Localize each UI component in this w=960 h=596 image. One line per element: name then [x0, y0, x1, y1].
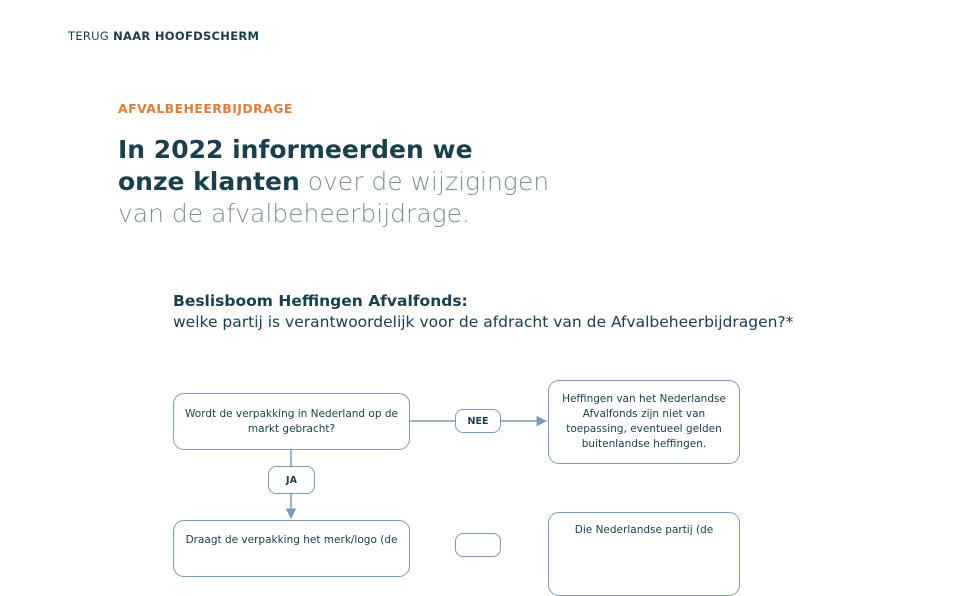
headline-line3: van de afvalbeheerbijdrage.: [118, 199, 470, 228]
result-dutch-party-box: Die Nederlandse partij (de: [548, 512, 740, 596]
question-2-box: Draagt de verpakking het merk/logo (de: [173, 520, 410, 577]
back-link-prefix: TERUG: [68, 29, 110, 43]
section-label: AFVALBEHEERBIJDRAGE: [118, 101, 293, 116]
back-link-main: NAAR HOOFDSCHERM: [113, 29, 260, 43]
yes-label-pill: JA: [268, 466, 315, 494]
headline-line2-light: over de wijzigingen: [307, 167, 550, 196]
no-label-pill: NEE: [455, 409, 501, 433]
no-label-pill-2: [455, 533, 501, 557]
decision-tree-subtitle: welke partij is verantwoordelijk voor de afdracht van de Afvalbeheerbijdragen?*: [173, 313, 794, 331]
headline-line1: In 2022 informeerden we: [118, 135, 473, 164]
decision-tree-title: Beslisboom Heffingen Afvalfonds:: [173, 292, 468, 310]
headline-line2-bold: onze klanten: [118, 167, 300, 196]
result-not-applicable-box: Heffingen van het Nederlandse Afvalfonds zijn niet van toepassing, eventueel gelden buitenlandse heffingen.: [548, 380, 740, 464]
question-1-box: Wordt de verpakking in Nederland op de markt gebracht?: [173, 393, 410, 450]
